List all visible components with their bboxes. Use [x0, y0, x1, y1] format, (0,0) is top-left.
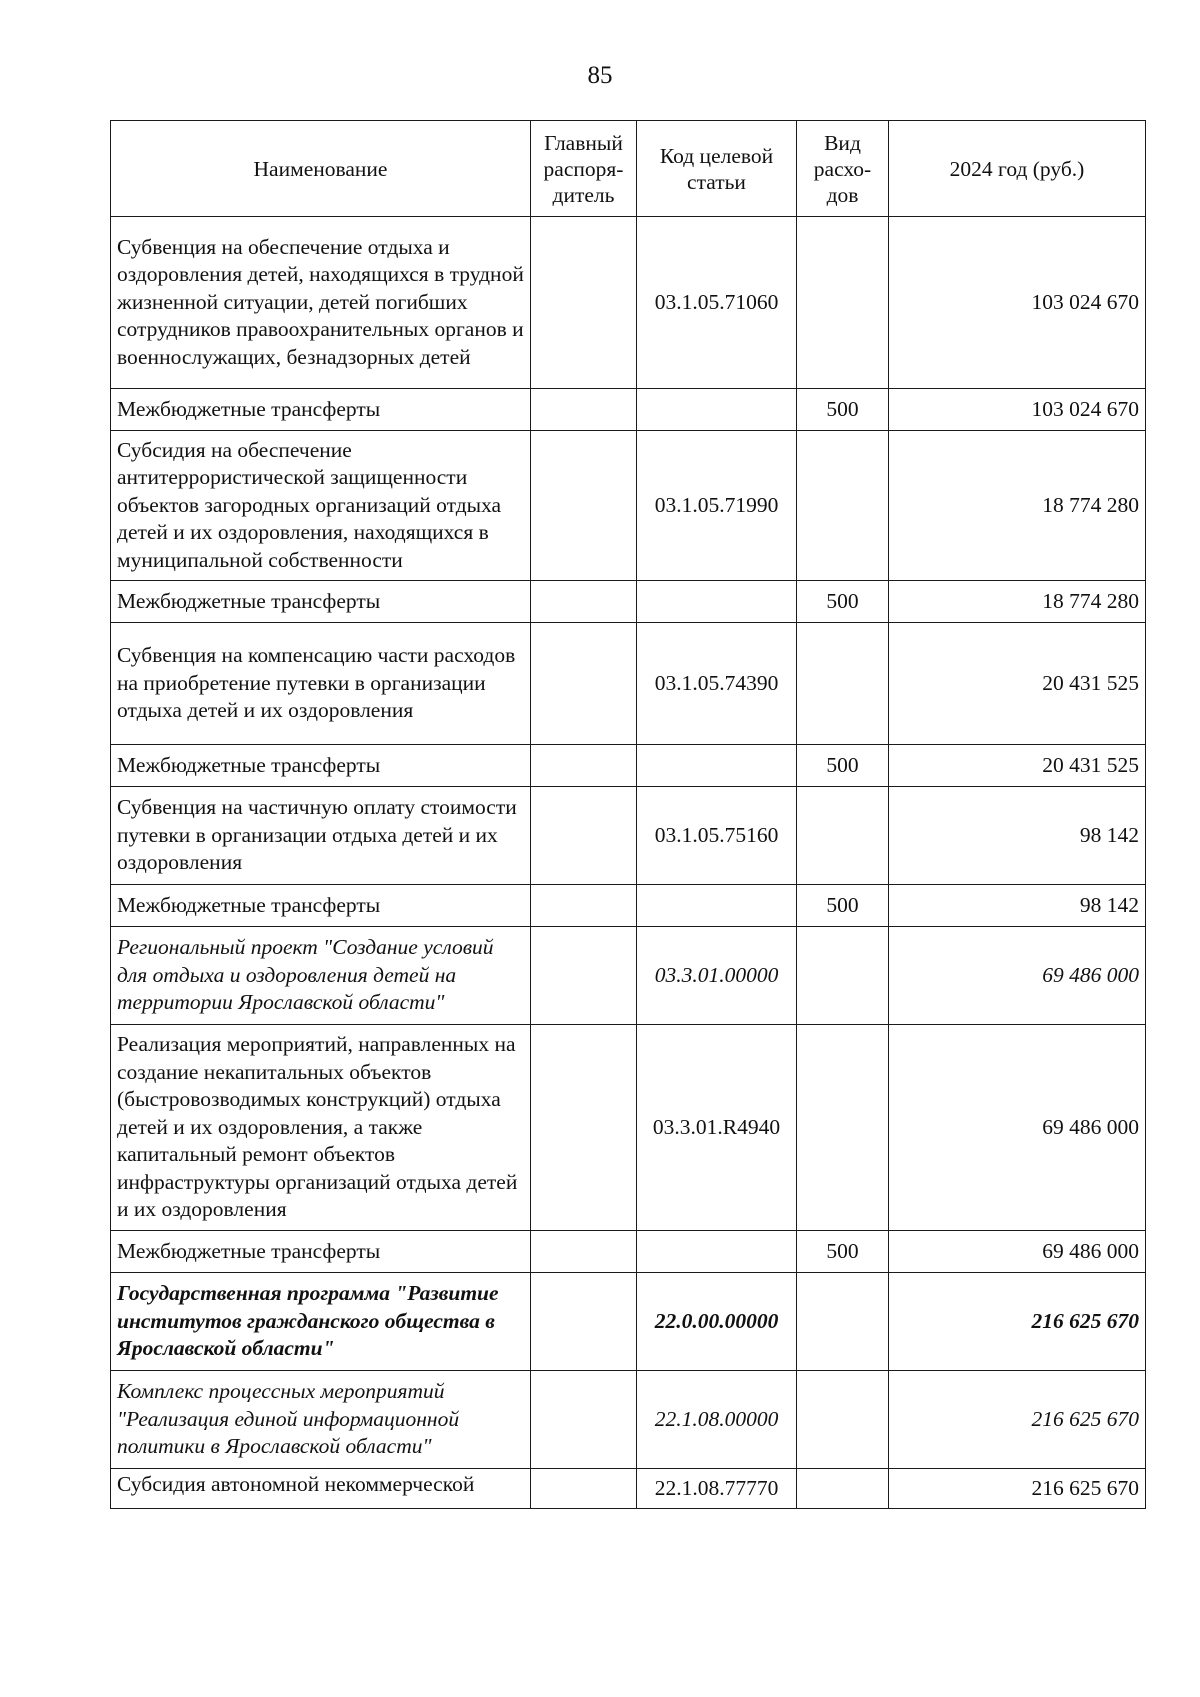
budget-table: [110, 120, 1146, 1509]
row-disp: [531, 787, 637, 885]
row-kind: 500: [797, 389, 889, 431]
row-disp: [531, 927, 637, 1025]
row-kind: 500: [797, 581, 889, 623]
row-code: [637, 1231, 797, 1273]
row-kind: [797, 1025, 889, 1231]
row-kind: [797, 217, 889, 389]
row-code: 03.1.05.71990: [637, 431, 797, 581]
row-disp: [531, 1371, 637, 1469]
row-amount: 69 486 000: [889, 927, 1146, 1025]
row-amount: 216 625 670: [889, 1273, 1146, 1371]
row-name: Субвенция на частичную оплату стоимости путевки в организации отдыха детей и их оздоровления: [111, 787, 531, 885]
row-amount: 69 486 000: [889, 1231, 1146, 1273]
row-disp: [531, 217, 637, 389]
row-code: [637, 745, 797, 787]
header-amount: 2024 год (руб.): [889, 121, 1146, 217]
table-row: [111, 623, 1146, 745]
row-disp: [531, 431, 637, 581]
row-code: 03.1.05.75160: [637, 787, 797, 885]
row-amount: 103 024 670: [889, 389, 1146, 431]
row-disp: [531, 1231, 637, 1273]
row-disp: [531, 623, 637, 745]
row-kind: [797, 927, 889, 1025]
row-disp: [531, 1273, 637, 1371]
table-row: [111, 389, 1146, 431]
header-code: Код целевой статьи: [637, 121, 797, 217]
row-amount: 20 431 525: [889, 623, 1146, 745]
table-row: [111, 581, 1146, 623]
table-row: [111, 927, 1146, 1025]
table-row: [111, 787, 1146, 885]
table-row: [111, 885, 1146, 927]
row-code: 03.3.01.R4940: [637, 1025, 797, 1231]
row-name: Субсидия автономной некоммерческой: [111, 1469, 531, 1509]
header-name: Наименование: [111, 121, 531, 217]
row-amount: 103 024 670: [889, 217, 1146, 389]
row-code: 03.1.05.71060: [637, 217, 797, 389]
table-row: [111, 217, 1146, 389]
row-disp: [531, 885, 637, 927]
row-code: [637, 389, 797, 431]
row-name: Межбюджетные трансферты: [111, 581, 531, 623]
row-kind: [797, 787, 889, 885]
table-row: [111, 1469, 1146, 1509]
row-name: Комплекс процессных мероприятий "Реализация единой информационной политики в Ярославской области": [111, 1371, 531, 1469]
row-amount: 69 486 000: [889, 1025, 1146, 1231]
row-kind: 500: [797, 1231, 889, 1273]
row-disp: [531, 1469, 637, 1509]
row-disp: [531, 1025, 637, 1231]
row-code: 22.0.00.00000: [637, 1273, 797, 1371]
row-name: Реализация мероприятий, направленных на создание некапитальных объектов (быстровозводимых конструкций) отдыха детей и их оздоровления, а также капитальный ремонт объектов инфраструктуры организаций отдыха детей и их оздоровления: [111, 1025, 531, 1231]
row-amount: 98 142: [889, 787, 1146, 885]
row-amount: 18 774 280: [889, 581, 1146, 623]
table-header-row: [111, 121, 1146, 217]
row-disp: [531, 745, 637, 787]
row-kind: [797, 1273, 889, 1371]
row-amount: 98 142: [889, 885, 1146, 927]
header-disp: Главный распоря-дитель: [531, 121, 637, 217]
table-row: [111, 1025, 1146, 1231]
row-name: Межбюджетные трансферты: [111, 389, 531, 431]
row-name: Межбюджетные трансферты: [111, 1231, 531, 1273]
row-kind: [797, 1371, 889, 1469]
row-name: Субвенция на компенсацию части расходов на приобретение путевки в организации отдыха детей и их оздоровления: [111, 623, 531, 745]
row-disp: [531, 581, 637, 623]
table-row: [111, 745, 1146, 787]
row-amount: 18 774 280: [889, 431, 1146, 581]
row-name: Субсидия на обеспечение антитеррористической защищенности объектов загородных организаций отдыха детей и их оздоровления, находящихся в муниципальной собственности: [111, 431, 531, 581]
row-kind: 500: [797, 885, 889, 927]
row-amount: 20 431 525: [889, 745, 1146, 787]
row-kind: [797, 1469, 889, 1509]
page-number: 85: [587, 62, 613, 89]
row-code: 22.1.08.77770: [637, 1469, 797, 1509]
row-kind: [797, 623, 889, 745]
table-row: [111, 1231, 1146, 1273]
row-kind: 500: [797, 745, 889, 787]
row-name: Межбюджетные трансферты: [111, 745, 531, 787]
row-kind: [797, 431, 889, 581]
row-code: [637, 581, 797, 623]
row-code: 03.1.05.74390: [637, 623, 797, 745]
row-name: Межбюджетные трансферты: [111, 885, 531, 927]
row-code: [637, 885, 797, 927]
table-row: [111, 431, 1146, 581]
row-code: 22.1.08.00000: [637, 1371, 797, 1469]
row-name: Региональный проект "Создание условий для отдыха и оздоровления детей на территории Ярославской области": [111, 927, 531, 1025]
table-row: [111, 1273, 1146, 1371]
header-kind: Вид расхо-дов: [797, 121, 889, 217]
row-amount: 216 625 670: [889, 1371, 1146, 1469]
row-name: Государственная программа "Развитие институтов гражданского общества в Ярославской области": [111, 1273, 531, 1371]
table-row: [111, 1371, 1146, 1469]
row-code: 03.3.01.00000: [637, 927, 797, 1025]
row-disp: [531, 389, 637, 431]
row-amount: 216 625 670: [889, 1469, 1146, 1509]
row-name: Субвенция на обеспечение отдыха и оздоровления детей, находящихся в трудной жизненной ситуации, детей погибших сотрудников правоохранительных органов и военнослужащих, безнадзорных детей: [111, 217, 531, 389]
